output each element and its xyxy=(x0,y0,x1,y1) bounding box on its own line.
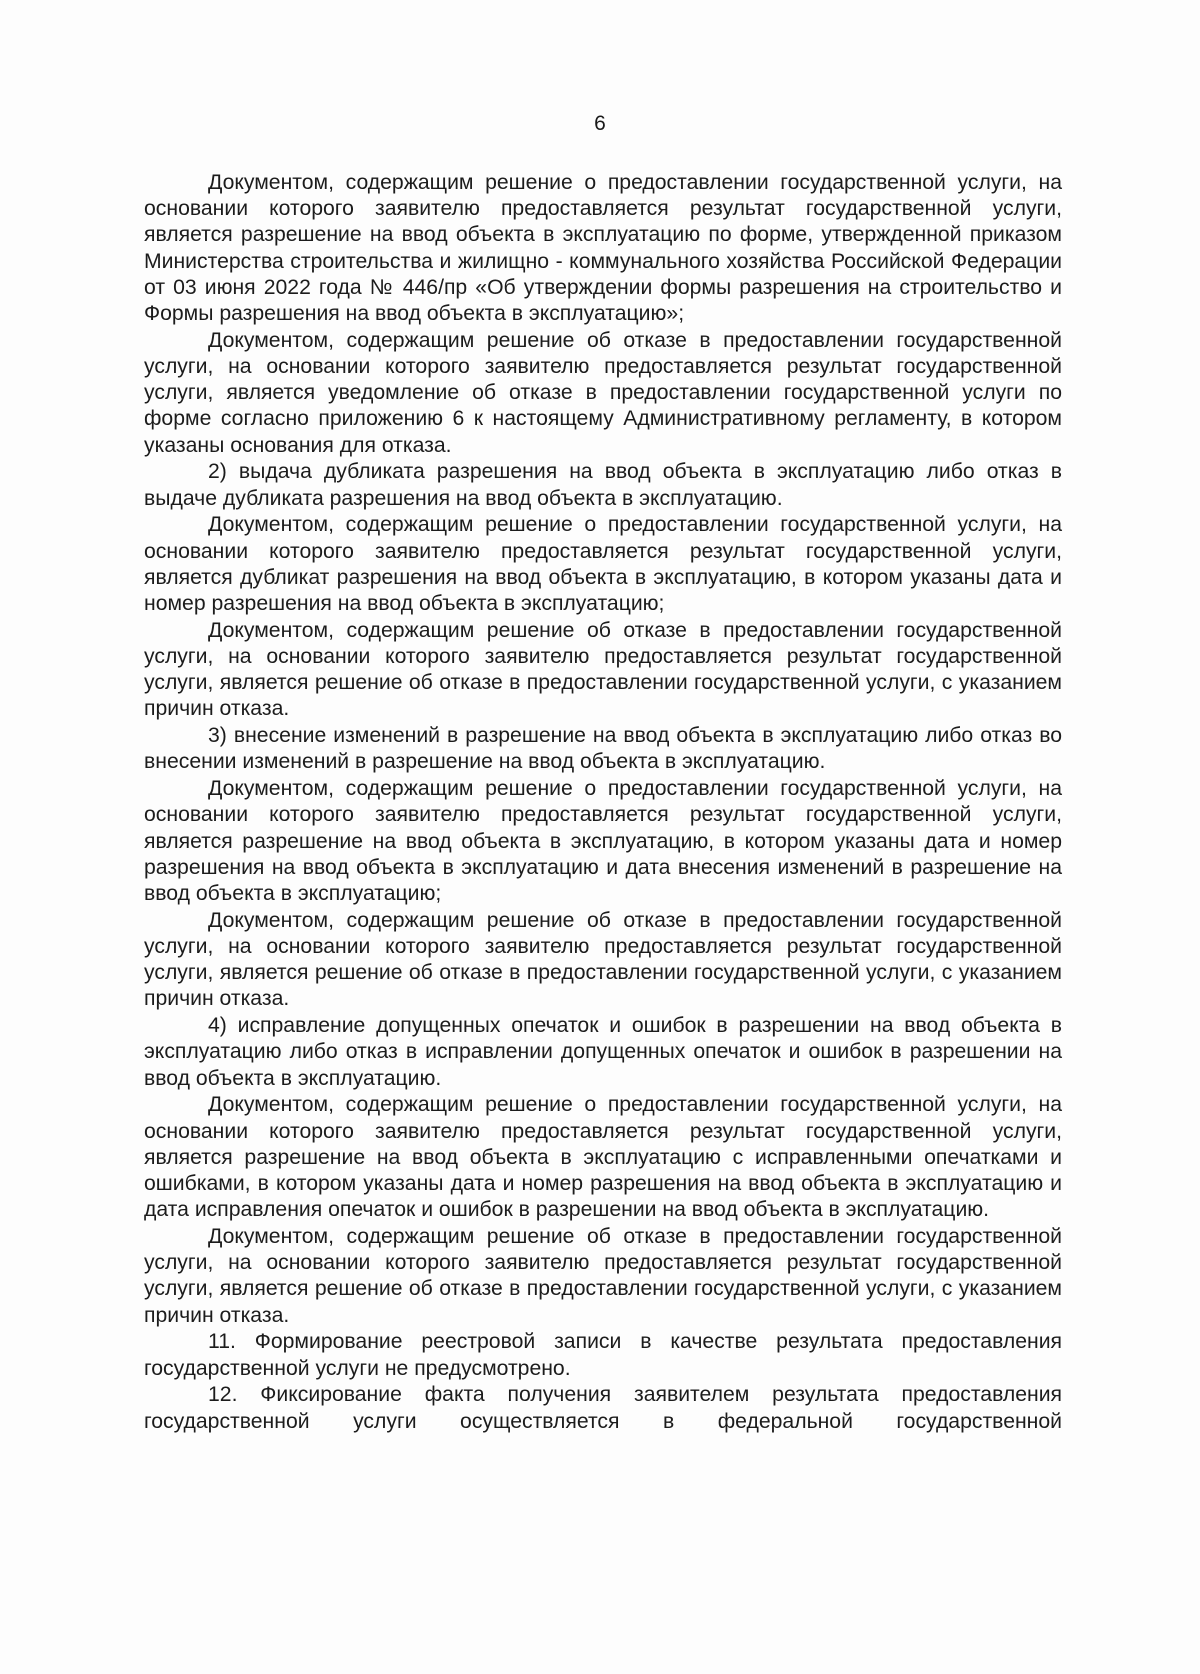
paragraph-decision-grant-permit: Документом, содержащим решение о предоставлении государственной услуги, на основании которого заявителю предоставляется результат государственной услуги, является разрешение на ввод объекта в эксплуатацию по форме, утвержденной приказом Министерства строительства и жилищно - коммунального хозяйства Российской Федерации от 03 июня 2022 года № 446/пр «Об утверждении формы разрешения на строительство и Формы разрешения на ввод объекта в эксплуатацию»; xyxy=(144,171,1062,326)
document-body xyxy=(144,170,1062,1435)
clause-12-result-fixation: 12. Фиксирование факта получения заявителем результата предоставления государственной услуги осуществляется в федеральной государственной xyxy=(144,1383,1062,1433)
paragraph-amendments-grant: Документом, содержащим решение о предоставлении государственной услуги, на основании которого заявителю предоставляется результат государственной услуги, является разрешение на ввод объекта в эксплуатацию, в котором указаны дата и номер разрешения на ввод объекта в эксплуатацию и дата внесения изменений в разрешение на ввод объекта в эксплуатацию; xyxy=(144,777,1062,906)
clause-11-registry-record: 11. Формирование реестровой записи в качестве результата предоставления государственной услуги не предусмотрено. xyxy=(144,1330,1062,1380)
paragraph-decision-refusal-notice: Документом, содержащим решение об отказе в предоставлении государственной услуги, на основании которого заявителю предоставляется результат государственной услуги, является уведомление об отказе в предоставлении государственной услуги по форме согласно приложению 6 к настоящему Административному регламенту, в котором указаны основания для отказа. xyxy=(144,328,1062,457)
page-number: 6 xyxy=(594,112,606,135)
paragraph-duplicate-refusal: Документом, содержащим решение об отказе в предоставлении государственной услуги, на основании которого заявителю предоставляется результат государственной услуги, является решение об отказе в предоставлении государственной услуги, с указанием причин отказа. xyxy=(144,618,1062,721)
paragraph-corrections-grant: Документом, содержащим решение о предоставлении государственной услуги, на основании которого заявителю предоставляется результат государственной услуги, является разрешение на ввод объекта в эксплуатацию с исправленными опечатками и ошибками, в котором указаны дата и номер разрешения на ввод объекта в эксплуатацию и дата исправления опечаток и ошибок в разрешении на ввод объекта в эксплуатацию. xyxy=(144,1093,1062,1222)
paragraph-duplicate-grant: Документом, содержащим решение о предоставлении государственной услуги, на основании которого заявителю предоставляется результат государственной услуги, является дубликат разрешения на ввод объекта в эксплуатацию, в котором указаны дата и номер разрешения на ввод объекта в эксплуатацию; xyxy=(144,513,1062,616)
list-item-corrections: 4) исправление допущенных опечаток и ошибок в разрешении на ввод объекта в эксплуатацию либо отказ в исправлении допущенных опечаток и ошибок в разрешении на ввод объекта в эксплуатацию. xyxy=(144,1014,1062,1090)
list-item-duplicate-issue: 2) выдача дубликата разрешения на ввод объекта в эксплуатацию либо отказ в выдаче дубликата разрешения на ввод объекта в эксплуатацию. xyxy=(144,460,1062,510)
paragraph-corrections-refusal: Документом, содержащим решение об отказе в предоставлении государственной услуги, на основании которого заявителю предоставляется результат государственной услуги, является решение об отказе в предоставлении государственной услуги, с указанием причин отказа. xyxy=(144,1225,1062,1327)
paragraph-amendments-refusal: Документом, содержащим решение об отказе в предоставлении государственной услуги, на основании которого заявителю предоставляется результат государственной услуги, является решение об отказе в предоставлении государственной услуги, с указанием причин отказа. xyxy=(144,908,1062,1011)
list-item-amendments: 3) внесение изменений в разрешение на ввод объекта в эксплуатацию либо отказ во внесении изменений в разрешение на ввод объекта в эксплуатацию. xyxy=(144,724,1062,774)
